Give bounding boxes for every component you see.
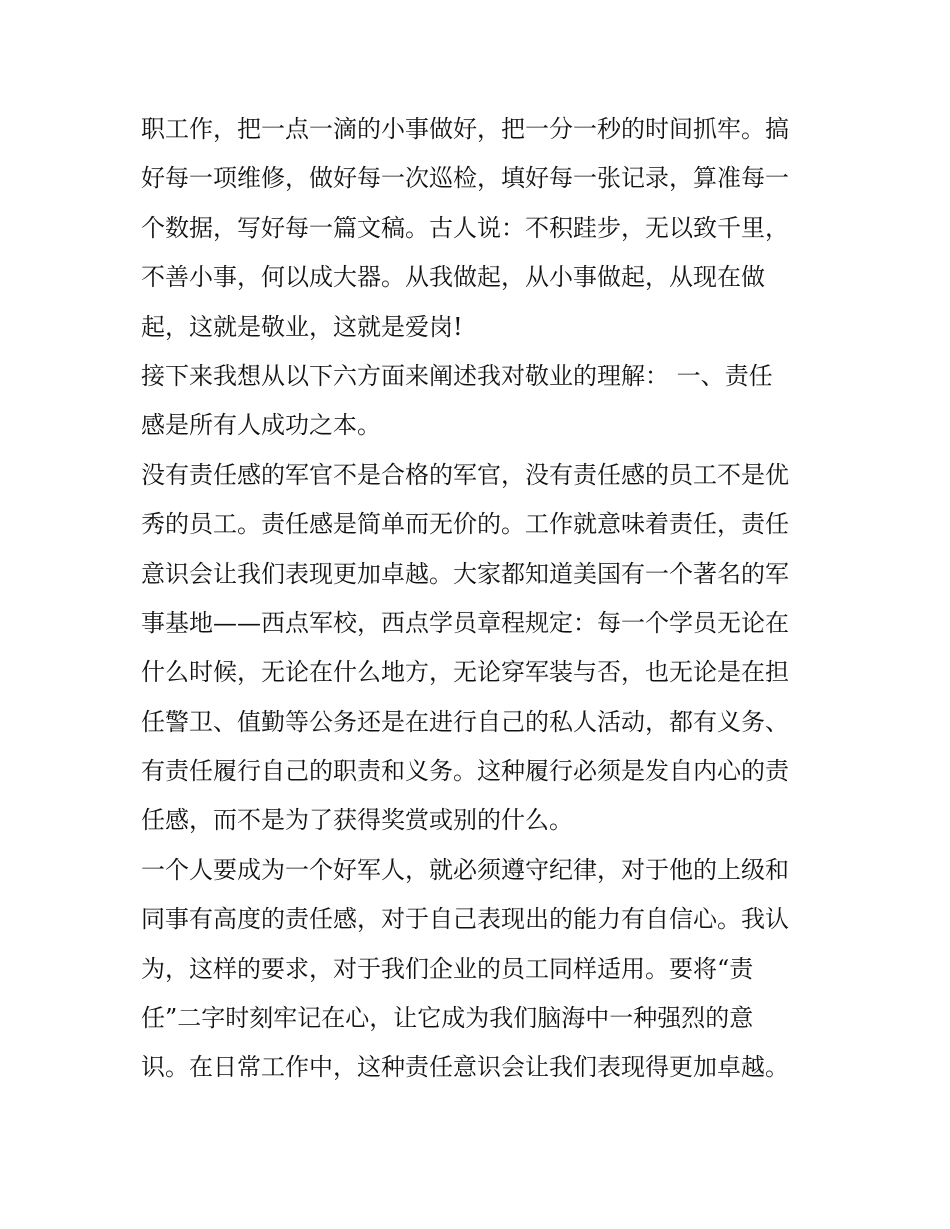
text-line: 秀的员工。责任感是简单而无价的。工作就意味着责任，责任 [141,510,789,539]
text-line: 没有责任感的军官不是合格的军官，没有责任感的员工不是优 [141,460,789,489]
text-line: 一个人要成为一个好军人，就必须遵守纪律，对于他的上级和 [141,855,789,884]
text-line: 个数据，写好每一篇文稿。古人说：不积跬步，无以致千里， [141,213,789,242]
text-line: 起，这就是敬业，这就是爱岗! [141,312,463,341]
text-line: 任”二字时刻牢记在心，让它成为我们脑海中一种强烈的意 [141,1004,754,1033]
text-line: 任警卫、值勤等公务还是在进行自己的私人活动，都有义务、 [141,707,789,736]
text-line: 任感，而不是为了获得奖赏或别的什么。 [141,806,573,835]
text-line: 接下来我想从以下六方面来阐述我对敬业的理解： 一、责任 [141,361,773,390]
text-line: 意识会让我们表现更加卓越。大家都知道美国有一个著名的军 [141,559,789,588]
text-line: 事基地——西点军校，西点学员章程规定：每一个学员无论在 [141,608,789,637]
text-line: 职工作，把一点一滴的小事做好，把一分一秒的时间抓牢。搞 [141,115,789,143]
text-line: 什么时候，无论在什么地方，无论穿军装与否，也无论是在担 [141,658,789,687]
text-line: 有责任履行自己的职责和义务。这种履行必须是发自内心的责 [141,757,789,786]
text-line: 同事有高度的责任感，对于自己表现出的能力有自信心。我认 [141,905,789,934]
text-line: 为，这样的要求，对于我们企业的员工同样适用。要将“责 [141,954,754,983]
text-line: 感是所有人成功之本。 [141,411,381,440]
text-line: 好每一项维修，做好每一次巡检，填好每一张记录，算准每一 [141,164,789,193]
text-line: 不善小事，何以成大器。从我做起，从小事做起，从现在做 [141,263,765,292]
body-text [141,105,821,1093]
text-line: 识。在日常工作中，这种责任意识会让我们表现得更加卓越。 [141,1053,789,1082]
